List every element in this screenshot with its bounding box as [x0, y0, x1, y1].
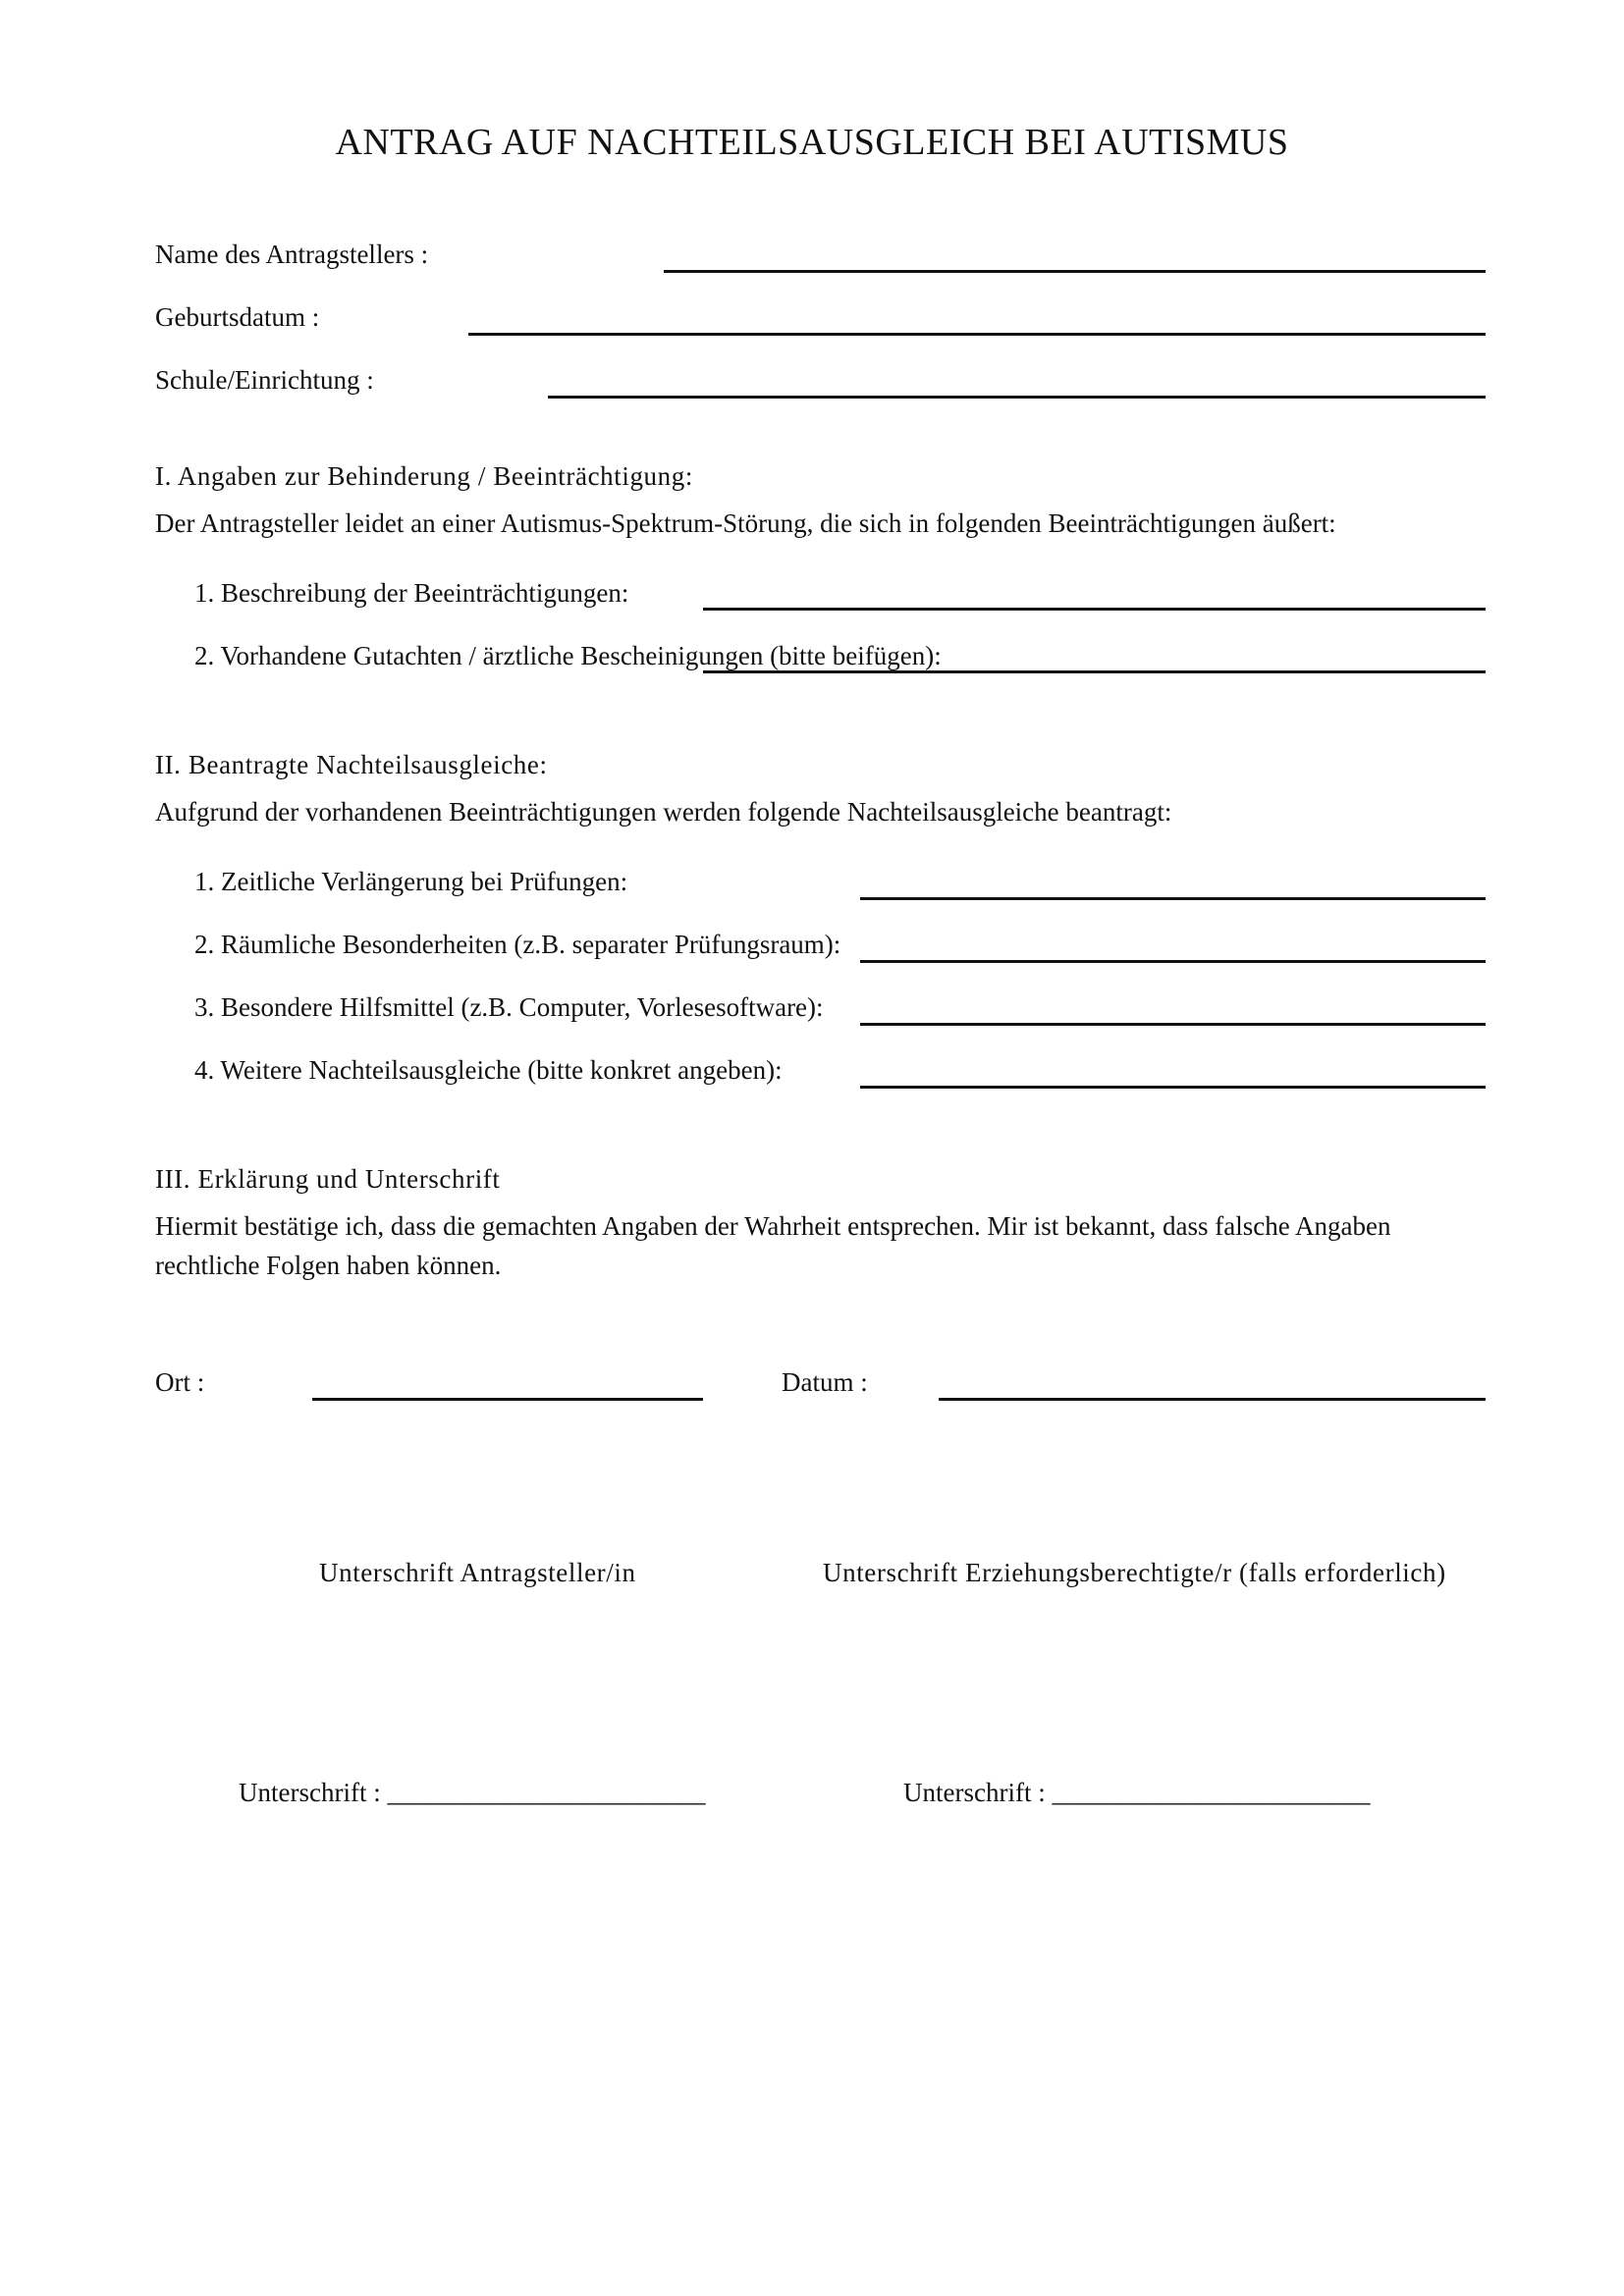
- section2-heading: II. Beantragte Nachteilsausgleiche:: [155, 750, 548, 779]
- section1-heading: I. Angaben zur Behinderung / Beeinträchtigung:: [155, 461, 693, 491]
- section1-item-1-label: 1. Beschreibung der Beeinträchtigungen:: [194, 578, 629, 608]
- birthdate-field[interactable]: [468, 333, 1486, 336]
- date-field[interactable]: [939, 1398, 1486, 1401]
- section3-text-line-2: rechtliche Folgen haben können.: [155, 1251, 502, 1280]
- section2-item-1-field[interactable]: [860, 897, 1486, 900]
- section2-item-3-field[interactable]: [860, 1023, 1486, 1026]
- section1-item-2-field[interactable]: [703, 670, 1486, 673]
- section2-item-4-label: 4. Weitere Nachteilsausgleiche (bitte konkret angeben):: [194, 1055, 783, 1085]
- section1-intro: Der Antragsteller leidet an einer Autismus-Spektrum-Störung, die sich in folgenden Beeinträchtigungen äußert:: [155, 508, 1336, 538]
- signature-applicant-field[interactable]: Unterschrift : ________________________: [239, 1778, 706, 1807]
- section1-item-2-label: 2. Vorhandene Gutachten / ärztliche Bescheinigungen (bitte beifügen):: [194, 641, 942, 670]
- section2-intro: Aufgrund der vorhandenen Beeinträchtigungen werden folgende Nachteilsausgleiche beantragt:: [155, 797, 1172, 827]
- section3-heading: III. Erklärung und Unterschrift: [155, 1164, 501, 1194]
- signature-guardian-caption: Unterschrift Erziehungsberechtigte/r (falls erforderlich): [823, 1558, 1446, 1587]
- section1-item-1-field[interactable]: [703, 608, 1486, 611]
- place-field[interactable]: [312, 1398, 703, 1401]
- school-label: Schule/Einrichtung :: [155, 365, 374, 395]
- section2-item-4-field[interactable]: [860, 1086, 1486, 1089]
- name-label: Name des Antragstellers :: [155, 240, 429, 269]
- signature-applicant-caption: Unterschrift Antragsteller/in: [319, 1558, 636, 1587]
- section2-item-3-label: 3. Besondere Hilfsmittel (z.B. Computer, Vorlesesoftware):: [194, 992, 824, 1022]
- date-label: Datum :: [782, 1367, 868, 1397]
- section2-item-2-field[interactable]: [860, 960, 1486, 963]
- document-title: ANTRAG AUF NACHTEILSAUSGLEICH BEI AUTISMUS: [335, 122, 1289, 163]
- place-label: Ort :: [155, 1367, 205, 1397]
- school-field[interactable]: [548, 396, 1486, 399]
- section3-text-line-1: Hiermit bestätige ich, dass die gemachten Angaben der Wahrheit entsprechen. Mir ist bekannt, dass falsche Angaben: [155, 1211, 1391, 1241]
- signature-guardian-field[interactable]: Unterschrift : ________________________: [903, 1778, 1371, 1807]
- section2-item-2-label: 2. Räumliche Besonderheiten (z.B. separater Prüfungsraum):: [194, 930, 841, 959]
- name-field[interactable]: [664, 270, 1486, 273]
- birthdate-label: Geburtsdatum :: [155, 302, 320, 332]
- section2-item-1-label: 1. Zeitliche Verlängerung bei Prüfungen:: [194, 867, 628, 896]
